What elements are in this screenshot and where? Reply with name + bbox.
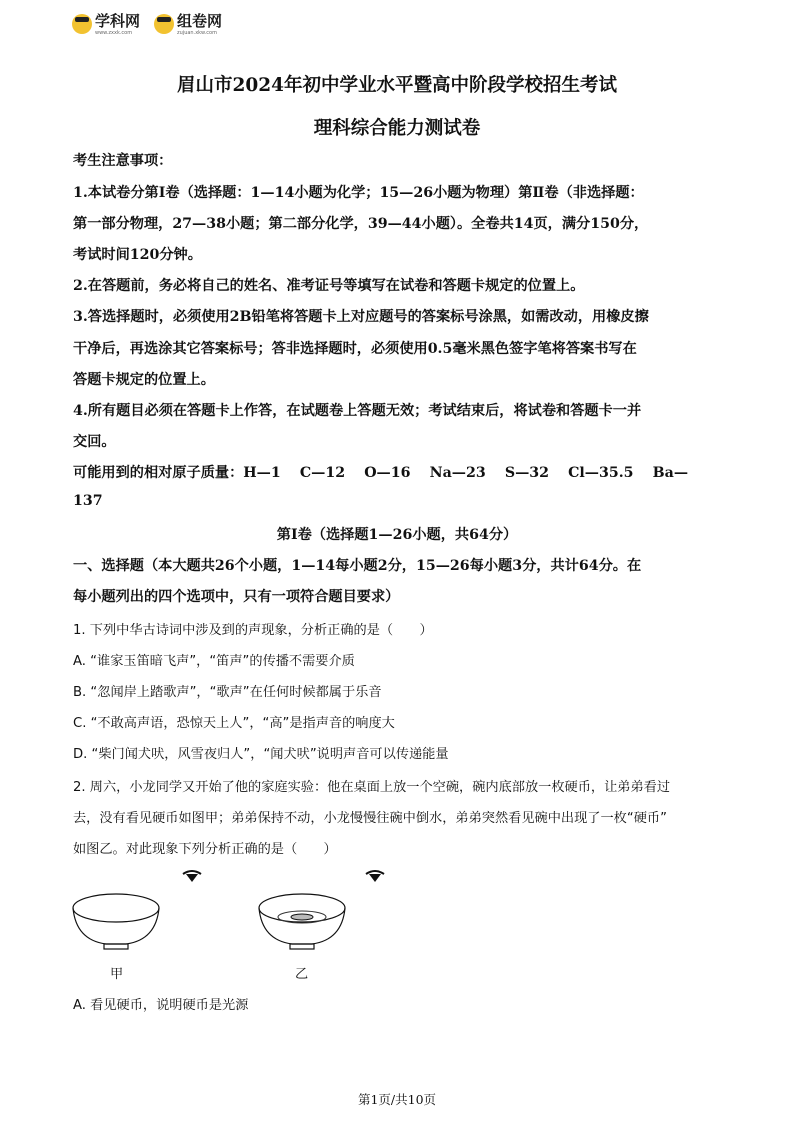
question-2-figure (70, 868, 390, 978)
notice-line: 答题卡规定的位置上。 (73, 372, 215, 388)
notice-line: 4.所有题目必须在答题卡上作答，在试题卷上答题无效；考试结束后，将试卷和答题卡一并 (73, 403, 642, 419)
bowl-jia (73, 894, 159, 949)
question-1-option-b: B. “忽闻岸上踏歌声”，“歌声”在任何时候都属于乐音 (73, 685, 382, 700)
question-1-option-d: D. “柴门闻犬吠，风雪夜归人”，“闻犬吠”说明声音可以传递能量 (73, 747, 449, 762)
figure-label-yi: 乙 (295, 967, 309, 982)
question-1-option-a: A. “谁家玉笛暗飞声”，“笛声”的传播不需要介质 (73, 654, 355, 669)
notice-line: 第一部分物理，27—38小题；第二部分化学，39—44小题）。全卷共14页，满分150分， (73, 216, 649, 232)
coin-icon (291, 914, 313, 920)
notice-line: 3.答选择题时，必须使用2B铅笔将答题卡上对应题号的答案标号涂黑，如需改动，用橡皮擦 (73, 309, 649, 325)
notice-line: 考试时间120分钟。 (73, 247, 202, 263)
notice-heading: 考生注意事项： (73, 153, 173, 169)
question-2-stem: 去，没有看见硬币如图甲；弟弟保持不动，小龙慢慢往碗中倒水，弟弟突然看见碗中出现了一枚“硬币” (73, 811, 667, 826)
notice-line: 2.在答题前，务必将自己的姓名、准考证号等填写在试卷和答题卡规定的位置上。 (73, 278, 585, 294)
eye-icon (366, 871, 384, 882)
question-1-option-c: C. “不敢高声语，恐惊天上人”，“高”是指声音的响度大 (73, 716, 395, 731)
notice-line: 干净后，再选涂其它答案标号；答非选择题时，必须使用0.5毫米黑色签字笔将答案书写在 (73, 341, 637, 357)
exam-subtitle: 理科综合能力测试卷 (313, 118, 481, 139)
question-1-stem: 1. 下列中华古诗词中涉及到的声现象，分析正确的是（ ） (73, 623, 433, 638)
logo-name: 组卷网 (177, 12, 223, 30)
notice-line: 1.本试卷分第Ⅰ卷（选择题：1—14小题为化学；15—26小题为物理）第Ⅱ卷（非选择题： (73, 185, 644, 201)
eye-icon (183, 871, 201, 882)
atomic-mass-line: 137 (73, 493, 103, 509)
atomic-mass-line: 可能用到的相对原子质量：H—1 C—12 O—16 Na—23 S—32 Cl—35.5 Ba— (73, 465, 689, 481)
logo-zxxk (72, 12, 140, 36)
logo-url: www.zxxk.com (95, 30, 133, 36)
logo-zujuan (154, 12, 222, 36)
mascot-icon (72, 14, 92, 34)
logo-url: zujuan.xkw.com (177, 30, 217, 36)
header-logos (72, 12, 222, 36)
notice-line: 交回。 (73, 434, 116, 450)
section-title: 第Ⅰ卷（选择题1—26小题，共64分） (276, 527, 518, 543)
bowl-figure (70, 868, 390, 978)
figure-label-jia: 甲 (110, 967, 124, 982)
question-2-stem: 如图乙。对此现象下列分析正确的是（ ） (73, 842, 337, 857)
exam-title: 眉山市2024年初中学业水平暨高中阶段学校招生考试 (177, 75, 617, 96)
mascot-icon (154, 14, 174, 34)
page-number: 第1页/共10页 (357, 1092, 437, 1107)
bowl-yi (259, 894, 345, 949)
logo-name: 学科网 (95, 12, 141, 30)
section-instruction: 每小题列出的四个选项中，只有一项符合题目要求） (73, 589, 400, 605)
question-2-option-a: A. 看见硬币，说明硬币是光源 (73, 998, 249, 1013)
section-instruction: 一、选择题（本大题共26个小题，1—14每小题2分，15—26每小题3分，共计64分。在 (73, 558, 642, 574)
question-2-stem: 2. 周六，小龙同学又开始了他的家庭实验：他在桌面上放一个空碗，碗内底部放一枚硬币，让弟弟看过 (73, 780, 671, 795)
